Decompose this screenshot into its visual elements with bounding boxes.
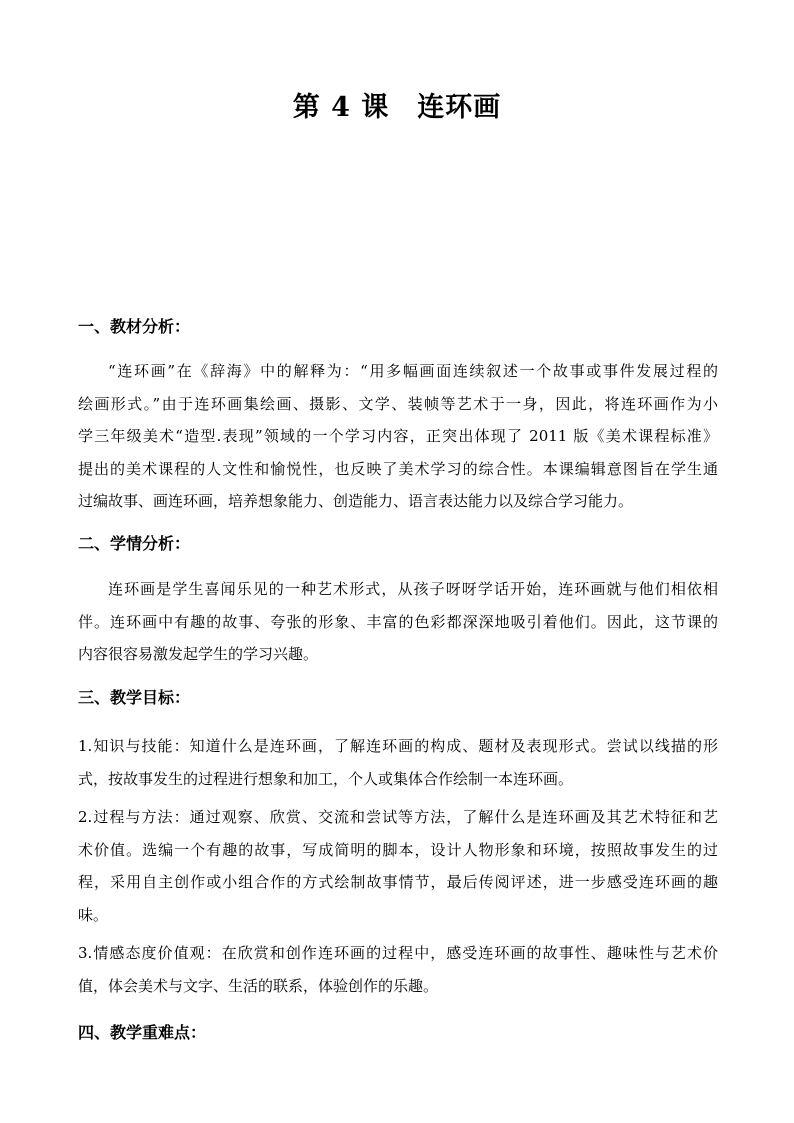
textbook-analysis-paragraph	[78, 355, 718, 518]
paragraph-line: 伴。连环画中有趣的故事、夸张的形象、丰富的色彩都深深地吸引着他们。因此，这节课的	[78, 612, 718, 631]
paragraph-line: 式，按故事发生的过程进行想象和加工，个人或集体合作绘制一本连环画。	[78, 769, 574, 788]
section-heading-student-analysis: 二、学情分析：	[78, 534, 191, 553]
paragraph-line: “连环画”在《辞海》中的解释为：“用多幅画面连续叙述一个故事或事件发展过程的	[108, 362, 718, 380]
paragraph-line: 连环画是学生喜闻乐见的一种艺术形式，从孩子呀呀学话开始，连环画就与他们相依相	[108, 580, 718, 598]
paragraph-line: 内容很容易激发起学生的学习兴趣。	[78, 645, 319, 663]
goal-knowledge-skills	[78, 730, 718, 795]
paragraph-line: 味。	[78, 905, 109, 924]
student-analysis-paragraph	[78, 573, 718, 671]
paragraph-line: 学三年级美术“造型.表现”领域的一个学习内容，正突出体现了 2011 版《美术课程标准》	[78, 427, 718, 445]
paragraph-line: 程，采用自主创作或小组合作的方式绘制故事情节，最后传阅评述，进一步感受连环画的趣	[78, 873, 718, 891]
goal-process-methods	[78, 801, 718, 931]
lesson-number: 第 4 课	[292, 92, 390, 123]
paragraph-line: 术价值。选编一个有趣的故事，写成简明的脚本，设计人物形象和环境，按照故事发生的过	[78, 840, 718, 859]
paragraph-line: 2.过程与方法：通过观察、欣赏、交流和尝试等方法，了解什么是连环画及其艺术特征和艺	[78, 808, 718, 826]
page-title	[0, 88, 794, 128]
paragraph-line: 1.知识与技能：知道什么是连环画，了解连环画的构成、题材及表现形式。尝试以线描的形	[78, 737, 718, 755]
goal-attitude-values	[78, 937, 718, 1002]
section-heading-key-difficulties: 四、教学重难点：	[78, 1023, 207, 1042]
section-heading-textbook-analysis: 一、教材分析：	[78, 317, 191, 336]
paragraph-line: 绘画形式。”由于连环画集绘画、摄影、文学、装帧等艺术于一身，因此，将连环画作为小	[78, 394, 718, 413]
section-heading-teaching-goals: 三、教学目标：	[78, 688, 191, 707]
paragraph-line: 3.情感态度价值观：在欣赏和创作连环画的过程中，感受连环画的故事性、趣味性与艺术价	[78, 944, 718, 962]
paragraph-line: 提出的美术课程的人文性和愉悦性，也反映了美术学习的综合性。本课编辑意图旨在学生通	[78, 459, 718, 478]
paragraph-line: 过编故事、画连环画，培养想象能力、创造能力、语言表达能力以及综合学习能力。	[78, 492, 634, 510]
lesson-name: 连环画	[417, 92, 502, 123]
paragraph-line: 值，体会美术与文字、生活的联系，体验创作的乐趣。	[78, 976, 439, 995]
